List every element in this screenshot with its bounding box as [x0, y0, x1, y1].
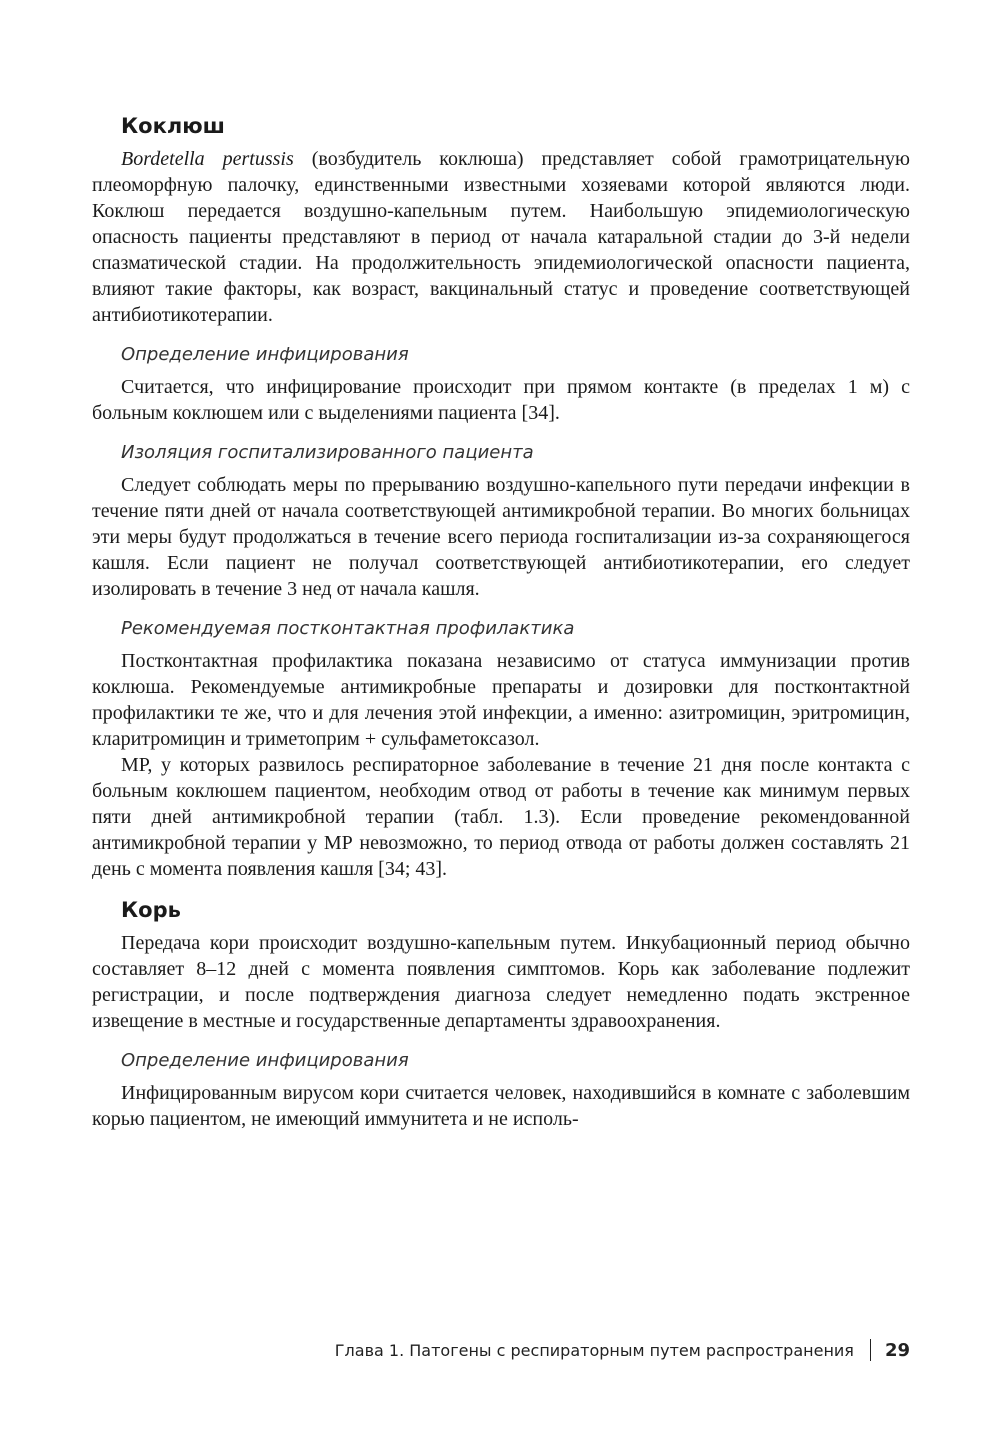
section-title-measles: Корь — [121, 898, 181, 922]
subsection-title-pertussis-prophylaxis: Рекомендуемая постконтактная профилактика — [121, 618, 575, 639]
running-head: Глава 1. Патогены с респираторным путем распространения — [334, 1340, 854, 1360]
subsection-title-pertussis-infection: Определение инфицирования — [121, 344, 409, 365]
organism-name: Bordetella pertussis — [121, 148, 294, 170]
paragraph-pertussis-prophylaxis-1: Постконтактная профилактика показана независимо от статуса иммунизации против коклюша. Рекомендуемые антимикробные препараты и дозировки для постконтактной профилактики те же, что и для лечения этой инфекции, а именно: азитромицин, эритромицин, кларитромицин и триметоприм + сульфаметоксазол. — [92, 650, 910, 750]
paragraph-pertussis-isolation: Следует соблюдать меры по прерыванию воздушно-капельного пути передачи инфекции в течение пяти дней от начала соответствующей антимикробной терапии. Во многих больницах эти меры будут продолжаться в течение всего периода госпитализации из-за сохраняющегося кашля. Если пациент не получал соответствующей антибиотикотерапии, его следует изолировать в течение 3 нед от начала кашля. — [92, 474, 910, 600]
page-footer — [306, 1336, 910, 1364]
paragraph-pertussis-prophylaxis-2: МР, у которых развилось респираторное заболевание в течение 21 дня после контакта с больным коклюшем пациентом, необходим отвод от работы в течение как минимум первых пяти дней антимикробной терапии (табл. 1.3). Если проведение рекомендованной антимикробной терапии у МР невозможно, то период отвода от работы должен составлять 21 день с момента появления кашля [34; 43]. — [92, 754, 910, 880]
page-body — [92, 112, 910, 1132]
paragraph-measles-infection: Инфицированным вирусом кори считается человек, находившийся в комнате с заболевшим корью пациентом, не имеющий иммунитета и не исполь- — [92, 1082, 910, 1130]
paragraph-pertussis-intro — [92, 146, 910, 328]
subsection-title-measles-infection: Определение инфицирования — [121, 1050, 409, 1071]
paragraph-measles-intro: Передача кори происходит воздушно-капельным путем. Инкубационный период обычно составляет 8–12 дней с момента появления симптомов. Корь как заболевание подлежит регистрации, и после подтверждения диагноза следует немедленно подать экстренное извещение в местные и государственные департаменты здравоохранения. — [92, 932, 910, 1032]
paragraph-pertussis-intro-text: (возбудитель коклюша) представляет собой грамотрицательную плеоморфную палочку, единственными известными хозяевами которой являются люди. Коклюш передается воздушно-капельным путем. Наибольшую эпидемиологическую опасность пациенты представляют в период от начала катаральной стадии до 3-й недели спазматической стадии. На продолжительность эпидемиологической опасности пациента, влияют такие факторы, как возраст, вакцинальный статус и проведение соответствующей антибиотикотерапии. — [92, 148, 910, 326]
section-title-pertussis: Коклюш — [121, 114, 225, 138]
page-number: 29 — [884, 1339, 910, 1361]
subsection-title-pertussis-isolation: Изоляция госпитализированного пациента — [121, 442, 534, 463]
footer-divider — [870, 1339, 871, 1361]
paragraph-pertussis-infection: Считается, что инфицирование происходит при прямом контакте (в пределах 1 м) с больным коклюшем или с выделениями пациента [34]. — [92, 376, 910, 424]
